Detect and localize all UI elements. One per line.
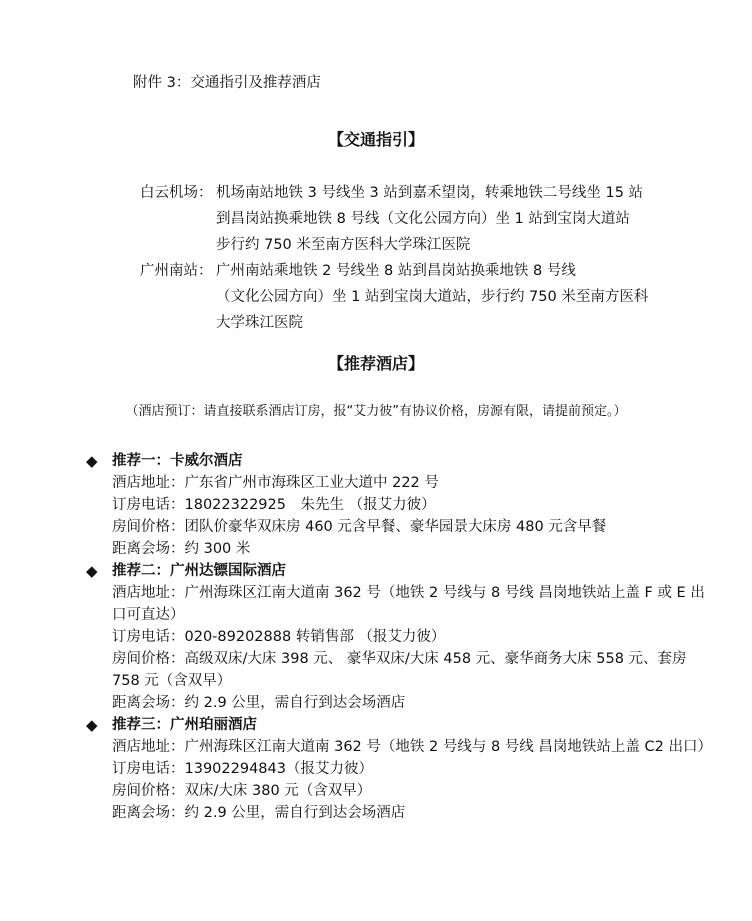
hotel-address: 酒店地址：广东省广州市海珠区工业大道中 222 号 bbox=[112, 475, 439, 491]
hotel-address: 酒店地址：广州海珠区江南大道南 362 号（地铁 2 号线与 8 号线 昌岗地铁站上盖 C2 出口） bbox=[112, 739, 712, 755]
hotel-address: 酒店地址：广州海珠区江南大道南 362 号（地铁 2 号线与 8 号线 昌岗地铁站上盖 F 或 E 出口可直达） bbox=[112, 585, 705, 623]
diamond-bullet-icon: ◆ bbox=[86, 452, 98, 470]
route-line: 大学珠江医院 bbox=[216, 315, 303, 331]
route-airport bbox=[140, 180, 700, 258]
hotel-list bbox=[86, 450, 712, 824]
hotel-distance: 距离会场：约 300 米 bbox=[112, 541, 251, 557]
route-label: 白云机场： bbox=[140, 185, 213, 201]
route-line: 广州南站乘地铁 2 号线坐 8 站到昌岗站换乘地铁 8 号线 bbox=[216, 263, 576, 279]
hotel-item-2 bbox=[86, 560, 706, 714]
hotel-phone: 订房电话：13902294843（报艾力彼） bbox=[112, 761, 373, 777]
route-line: 到昌岗站换乘地铁 8 号线（文化公园方向）坐 1 站到宝岗大道站 bbox=[216, 211, 630, 227]
route-line: （文化公园方向）坐 1 站到宝岗大道站，步行约 750 米至南方医科 bbox=[216, 289, 649, 305]
traffic-section-title: 【交通指引】 bbox=[327, 130, 424, 149]
hotels-section-title: 【推荐酒店】 bbox=[327, 354, 424, 373]
route-label: 广州南站： bbox=[140, 263, 213, 279]
hotel-item-1 bbox=[86, 450, 706, 560]
diamond-bullet-icon: ◆ bbox=[86, 562, 98, 580]
hotel-name: 推荐二：广州达镖国际酒店 bbox=[112, 563, 286, 579]
hotel-name: 推荐三：广州珀丽酒店 bbox=[112, 717, 257, 733]
hotel-price: 房间价格：团队价豪华双床房 460 元含早餐、豪华园景大床房 480 元含早餐 bbox=[112, 519, 607, 535]
hotel-price: 房间价格：双床/大床 380 元（含双早） bbox=[112, 783, 372, 799]
hotel-header bbox=[86, 450, 706, 472]
hotel-name: 推荐一：卡威尔酒店 bbox=[112, 453, 243, 469]
diamond-bullet-icon: ◆ bbox=[86, 716, 98, 734]
booking-note: （酒店预订：请直接联系酒店订房，报“艾力彼”有协议价格，房源有限，请提前预定。） bbox=[125, 404, 627, 419]
hotel-details bbox=[86, 472, 706, 560]
attachment-heading: 附件 3：交通指引及推荐酒店 bbox=[133, 75, 321, 91]
hotel-distance: 距离会场：约 2.9 公里，需自行到达会场酒店 bbox=[112, 805, 406, 821]
hotel-price: 房间价格：高级双床/大床 398 元、 豪华双床/大床 458 元、豪华商务大床 558 元、套房 758 元（含双早） bbox=[112, 651, 687, 689]
hotel-header bbox=[86, 560, 706, 582]
route-description bbox=[216, 258, 700, 336]
route-line: 步行约 750 米至南方医科大学珠江医院 bbox=[216, 237, 471, 253]
route-description bbox=[216, 180, 700, 258]
hotel-details bbox=[86, 582, 706, 714]
route-line: 机场南站地铁 3 号线坐 3 站到嘉禾望岗，转乘地铁二号线坐 15 站 bbox=[216, 185, 644, 201]
hotel-phone: 订房电话：18022322925 朱先生 （报艾力彼） bbox=[112, 497, 436, 513]
hotel-header bbox=[86, 714, 706, 736]
hotel-distance: 距离会场：约 2.9 公里，需自行到达会场酒店 bbox=[112, 695, 406, 711]
traffic-guide bbox=[140, 180, 700, 336]
route-south-station bbox=[140, 258, 700, 336]
hotel-phone: 订房电话：020-89202888 转销售部 （报艾力彼） bbox=[112, 629, 446, 645]
hotel-item-3 bbox=[86, 714, 712, 824]
hotel-details bbox=[86, 736, 712, 824]
